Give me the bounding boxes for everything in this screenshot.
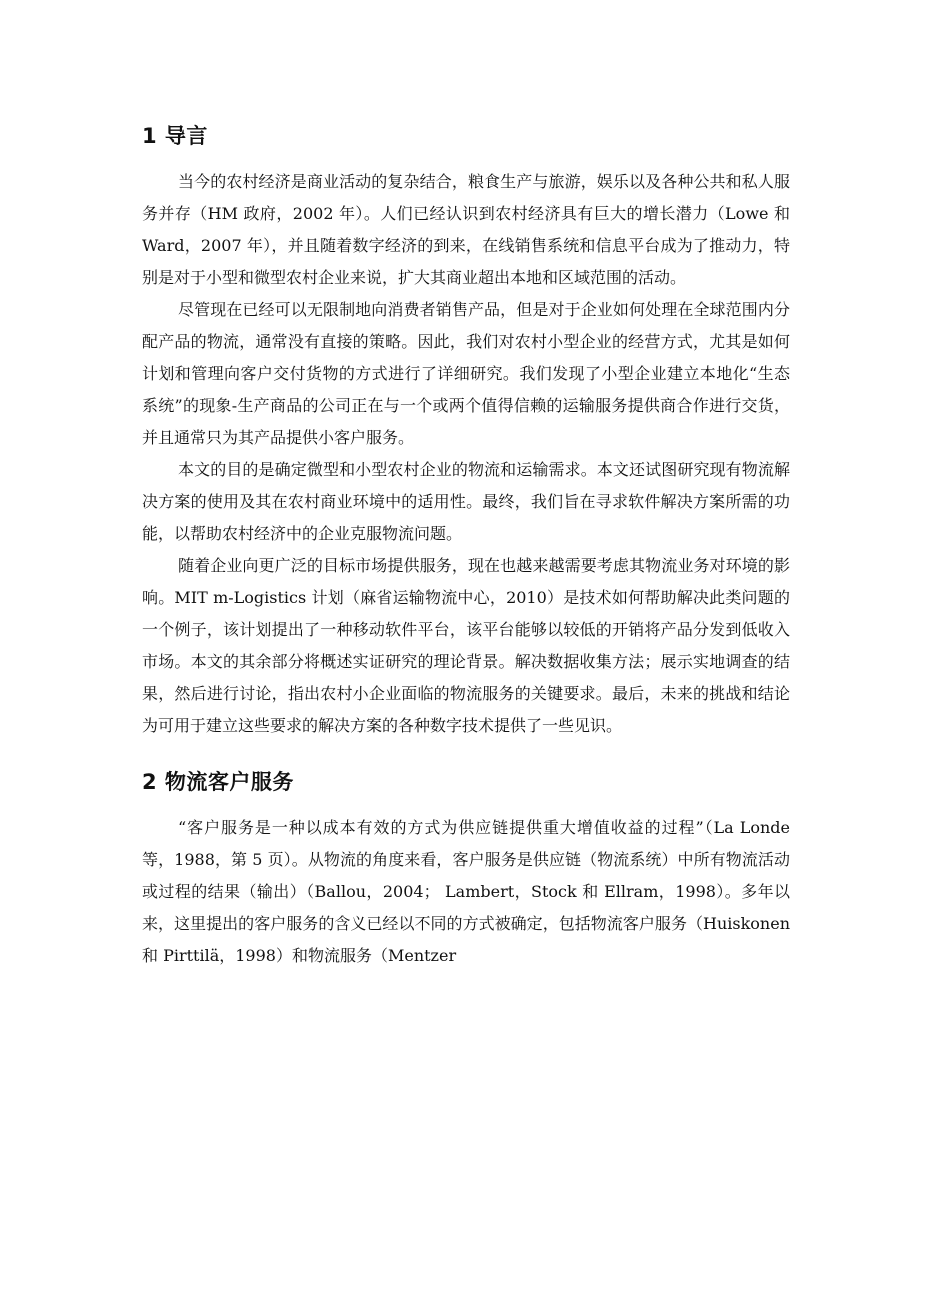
- paragraph: 随着企业向更广泛的目标市场提供服务，现在也越来越需要考虑其物流业务对环境的影响。MIT m-Logistics 计划（麻省运输物流中心，2010）是技术如何帮助解决此类问题的一个例子，该计划提出了一种移动软件平台，该平台能够以较低的开销将产品分发到低收入市场。本文的其余部分将概述实证研究的理论背景。解决数据收集方法；展示实地调查的结果，然后进行讨论，指出农村小企业面临的物流服务的关键要求。最后，未来的挑战和结论为可用于建立这些要求的解决方案的各种数字技术提供了一些见识。: [142, 556, 790, 735]
- paragraph: 尽管现在已经可以无限制地向消费者销售产品，但是对于企业如何处理在全球范围内分配产品的物流，通常没有直接的策略。因此，我们对农村小型企业的经营方式，尤其是如何计划和管理向客户交付货物的方式进行了详细研究。我们发现了小型企业建立本地化“生态系统”的现象-生产商品的公司正在与一个或两个值得信赖的运输服务提供商合作进行交货，并且通常只为其产品提供小客户服务。: [142, 300, 790, 447]
- paragraph: 本文的目的是确定微型和小型农村企业的物流和运输需求。本文还试图研究现有物流解决方案的使用及其在农村商业环境中的适用性。最终，我们旨在寻求软件解决方案所需的功能，以帮助农村经济中的企业克服物流问题。: [142, 460, 790, 543]
- paragraph: 当今的农村经济是商业活动的复杂结合，粮食生产与旅游，娱乐以及各种公共和私人服务并存（HM 政府，2002 年）。人们已经认识到农村经济具有巨大的增长潜力（Lowe 和 Ward，2007 年），并且随着数字经济的到来，在线销售系统和信息平台成为了推动力，特别是对于小型和微型农村企业来说，扩大其商业超出本地和区域范围的活动。: [142, 172, 790, 287]
- section-heading-logistics-customer-service: 2 物流客户服务: [142, 770, 294, 794]
- paragraph: “客户服务是一种以成本有效的方式为供应链提供重大增值收益的过程”（La Londe 等，1988，第 5 页）。从物流的角度来看，客户服务是供应链（物流系统）中所有物流活动或过程的结果（输出）（Ballou，2004； Lambert，Stock 和 Ellram，1998）。多年以来，这里提出的客户服务的含义已经以不同的方式被确定，包括物流客户服务（Huiskonen 和 Pirttilä，1998）和物流服务（Mentzer: [142, 818, 790, 965]
- section-heading-introduction: 1 导言: [142, 124, 208, 148]
- document-body: [142, 118, 790, 972]
